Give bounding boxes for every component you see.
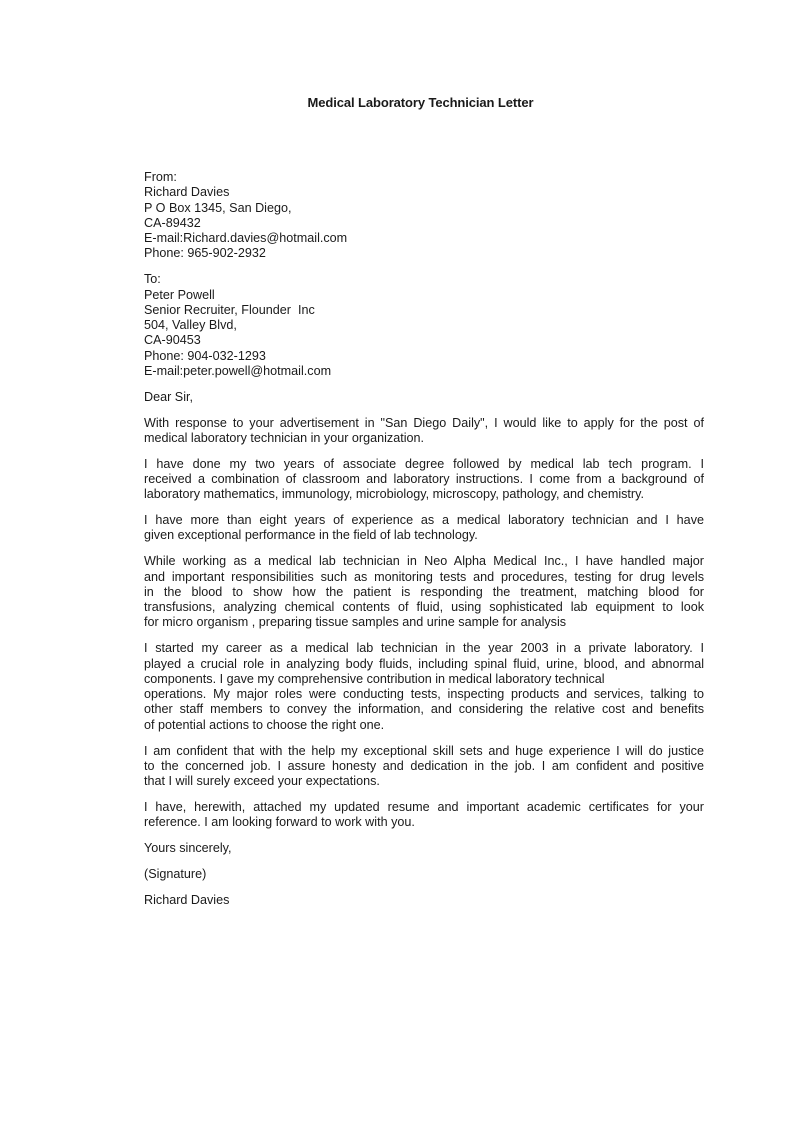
paragraph-line: played a crucial role in analyzing body fluids, including spinal fluid, urine, blood, and abnormal (144, 656, 704, 671)
paragraph (144, 457, 704, 503)
paragraph (144, 416, 704, 447)
letter-body (144, 170, 704, 908)
recipient-title: Senior Recruiter, Flounder Inc (144, 302, 315, 317)
paragraph-line: I have, herewith, attached my updated resume and important academic certificates for your (144, 799, 704, 814)
paragraph-line: components. I gave my comprehensive contribution in medical laboratory technical (144, 671, 605, 686)
paragraph-line: operations. My major roles were conducting tests, inspecting products and services, talking to (144, 687, 704, 702)
paragraph-line: I have done my two years of associate degree followed by medical lab tech program. I (144, 456, 704, 471)
closing: Yours sincerely, (144, 840, 232, 855)
paragraph-line: that I will surely exceed your expectations. (144, 774, 380, 789)
to-label: To: (144, 272, 161, 287)
paragraph-line: laboratory mathematics, immunology, microbiology, microscopy, pathology, and chemistry. (144, 487, 644, 502)
recipient-address: 504, Valley Blvd, (144, 318, 237, 333)
paragraph-line: received a combination of classroom and laboratory instructions. I come from a background of (144, 472, 704, 487)
paragraph-line: transfusions, analyzing chemical contents of fluid, using sophisticated lab equipment to look (144, 600, 704, 615)
paragraph-line: While working as a medical lab technician in Neo Alpha Medical Inc., I have handled major (144, 554, 704, 569)
paragraph-line: reference. I am looking forward to work with you. (144, 815, 415, 830)
paragraph-line: for micro organism , preparing tissue samples and urine sample for analysis (144, 615, 567, 630)
salutation: Dear Sir, (144, 389, 193, 404)
paragraph-line: given exceptional performance in the field of lab technology. (144, 528, 478, 543)
sender-block (144, 170, 704, 262)
signer-name: Richard Davies (144, 892, 230, 907)
paragraph-line: I am confident that with the help my exceptional skill sets and huge experience I will do justice (144, 743, 704, 758)
recipient-block (144, 272, 704, 379)
paragraph-line: in the blood to show how the patient is responding the treatment, matching blood for (144, 584, 704, 599)
signature-placeholder: (Signature) (144, 866, 207, 881)
paragraph (144, 513, 704, 544)
sender-postcode: CA-89432 (144, 215, 201, 230)
paragraph-line: I started my career as a medical lab technician in the year 2003 in a private laboratory. I (144, 641, 704, 656)
recipient-email: E-mail:peter.powell@hotmail.com (144, 364, 332, 379)
from-label: From: (144, 170, 177, 184)
paragraph (144, 641, 704, 733)
sender-name: Richard Davies (144, 185, 230, 200)
paragraph (144, 744, 704, 790)
paragraph-line: to the concerned job. I assure honesty and dedication in the job. I am confident and positive (144, 758, 704, 773)
paragraph-line: medical laboratory technician in your organization. (144, 430, 425, 445)
paragraph (144, 554, 704, 630)
page-title: Medical Laboratory Technician Letter (307, 95, 534, 110)
paragraph-line: With response to your advertisement in "San Diego Daily", I would like to apply for the post of (144, 415, 704, 430)
paragraph-line: I have more than eight years of experience as a medical laboratory technician and I have (144, 513, 704, 528)
recipient-name: Peter Powell (144, 287, 215, 302)
paragraph-line: and important responsibilities such as monitoring tests and procedures, testing for drug levels (144, 569, 704, 584)
sender-email: E-mail:Richard.davies@hotmail.com (144, 231, 348, 246)
recipient-phone: Phone: 904-032-1293 (144, 348, 266, 363)
paragraph-line: of potential actions to choose the right one. (144, 717, 385, 732)
sender-phone: Phone: 965-902-2932 (144, 246, 266, 261)
paragraph-line: other staff members to convey the information, and considering the relative cost and benefits (144, 702, 704, 717)
recipient-postcode: CA-90453 (144, 333, 201, 348)
paragraph (144, 800, 704, 831)
sender-address: P O Box 1345, San Diego, (144, 200, 292, 215)
